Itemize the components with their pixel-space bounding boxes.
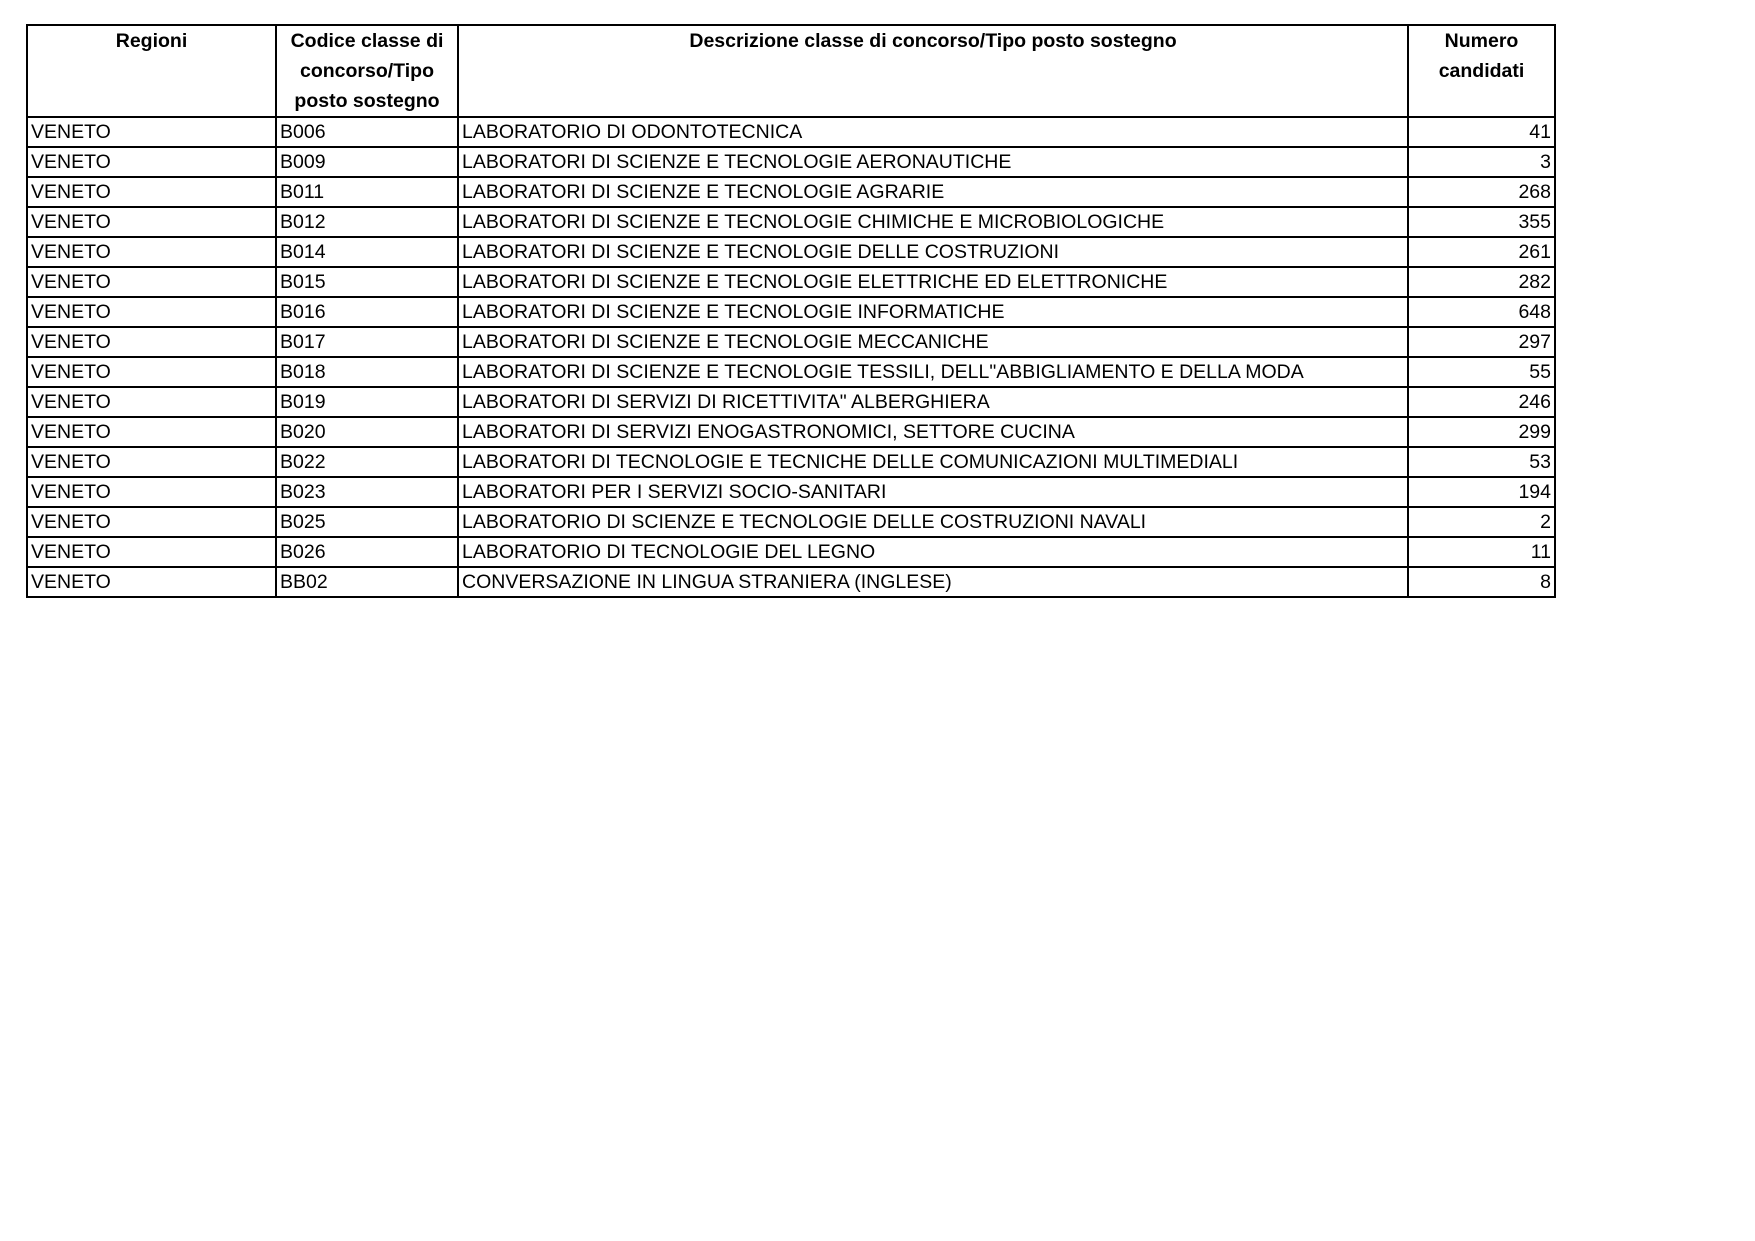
cell-descrizione: LABORATORI PER I SERVIZI SOCIO-SANITARI (458, 477, 1408, 507)
header-numero-candidati: Numero candidati (1408, 25, 1555, 117)
table-row (27, 537, 1555, 567)
cell-codice: B017 (276, 327, 458, 357)
cell-numero: 8 (1408, 567, 1555, 597)
cell-codice: B026 (276, 537, 458, 567)
table-row (27, 177, 1555, 207)
cell-codice: B018 (276, 357, 458, 387)
cell-codice: B022 (276, 447, 458, 477)
table-row (27, 507, 1555, 537)
table-header (27, 25, 1555, 117)
cell-codice: B011 (276, 177, 458, 207)
cell-regione: VENETO (27, 477, 276, 507)
cell-descrizione: LABORATORI DI SCIENZE E TECNOLOGIE DELLE COSTRUZIONI (458, 237, 1408, 267)
table-row (27, 357, 1555, 387)
cell-regione: VENETO (27, 237, 276, 267)
table-row (27, 327, 1555, 357)
cell-codice: B016 (276, 297, 458, 327)
cell-regione: VENETO (27, 417, 276, 447)
cell-regione: VENETO (27, 387, 276, 417)
table-row (27, 447, 1555, 477)
cell-codice: B023 (276, 477, 458, 507)
cell-regione: VENETO (27, 117, 276, 147)
cell-numero: 53 (1408, 447, 1555, 477)
cell-descrizione: LABORATORI DI SCIENZE E TECNOLOGIE INFORMATICHE (458, 297, 1408, 327)
cell-regione: VENETO (27, 267, 276, 297)
table-body (27, 117, 1555, 597)
cell-numero: 299 (1408, 417, 1555, 447)
cell-codice: B012 (276, 207, 458, 237)
cell-descrizione: LABORATORI DI SERVIZI ENOGASTRONOMICI, SETTORE CUCINA (458, 417, 1408, 447)
cell-numero: 3 (1408, 147, 1555, 177)
cell-descrizione: LABORATORI DI SCIENZE E TECNOLOGIE MECCANICHE (458, 327, 1408, 357)
cell-regione: VENETO (27, 177, 276, 207)
cell-codice: B009 (276, 147, 458, 177)
header-regioni: Regioni (27, 25, 276, 117)
candidates-table (26, 24, 1556, 598)
cell-codice: B015 (276, 267, 458, 297)
table-row (27, 267, 1555, 297)
header-row (27, 25, 1555, 117)
cell-numero: 268 (1408, 177, 1555, 207)
table-row (27, 567, 1555, 597)
cell-descrizione: LABORATORI DI SCIENZE E TECNOLOGIE AERONAUTICHE (458, 147, 1408, 177)
cell-codice: B014 (276, 237, 458, 267)
cell-regione: VENETO (27, 357, 276, 387)
cell-descrizione: LABORATORI DI TECNOLOGIE E TECNICHE DELLE COMUNICAZIONI MULTIMEDIALI (458, 447, 1408, 477)
cell-codice: B020 (276, 417, 458, 447)
cell-regione: VENETO (27, 327, 276, 357)
table-row (27, 477, 1555, 507)
cell-codice: B019 (276, 387, 458, 417)
header-codice-classe: Codice classe di concorso/Tipo posto sostegno (276, 25, 458, 117)
header-descrizione-classe: Descrizione classe di concorso/Tipo posto sostegno (458, 25, 1408, 117)
table-row (27, 297, 1555, 327)
cell-regione: VENETO (27, 537, 276, 567)
cell-codice: B025 (276, 507, 458, 537)
cell-regione: VENETO (27, 147, 276, 177)
cell-numero: 261 (1408, 237, 1555, 267)
cell-descrizione: LABORATORI DI SCIENZE E TECNOLOGIE ELETTRICHE ED ELETTRONICHE (458, 267, 1408, 297)
cell-descrizione: LABORATORIO DI SCIENZE E TECNOLOGIE DELLE COSTRUZIONI NAVALI (458, 507, 1408, 537)
cell-numero: 355 (1408, 207, 1555, 237)
cell-descrizione: LABORATORI DI SCIENZE E TECNOLOGIE AGRARIE (458, 177, 1408, 207)
cell-numero: 246 (1408, 387, 1555, 417)
cell-regione: VENETO (27, 297, 276, 327)
cell-numero: 41 (1408, 117, 1555, 147)
cell-descrizione: LABORATORI DI SERVIZI DI RICETTIVITA" ALBERGHIERA (458, 387, 1408, 417)
cell-numero: 282 (1408, 267, 1555, 297)
table-row (27, 387, 1555, 417)
cell-codice: BB02 (276, 567, 458, 597)
cell-descrizione: CONVERSAZIONE IN LINGUA STRANIERA (INGLESE) (458, 567, 1408, 597)
cell-regione: VENETO (27, 507, 276, 537)
cell-codice: B006 (276, 117, 458, 147)
table-row (27, 147, 1555, 177)
cell-regione: VENETO (27, 447, 276, 477)
cell-descrizione: LABORATORIO DI TECNOLOGIE DEL LEGNO (458, 537, 1408, 567)
cell-descrizione: LABORATORIO DI ODONTOTECNICA (458, 117, 1408, 147)
table-row (27, 237, 1555, 267)
cell-descrizione: LABORATORI DI SCIENZE E TECNOLOGIE CHIMICHE E MICROBIOLOGICHE (458, 207, 1408, 237)
table-row (27, 417, 1555, 447)
cell-regione: VENETO (27, 207, 276, 237)
cell-numero: 194 (1408, 477, 1555, 507)
cell-numero: 11 (1408, 537, 1555, 567)
cell-numero: 648 (1408, 297, 1555, 327)
table-row (27, 117, 1555, 147)
cell-numero: 2 (1408, 507, 1555, 537)
cell-descrizione: LABORATORI DI SCIENZE E TECNOLOGIE TESSILI, DELL"ABBIGLIAMENTO E DELLA MODA (458, 357, 1408, 387)
cell-numero: 297 (1408, 327, 1555, 357)
table-row (27, 207, 1555, 237)
cell-numero: 55 (1408, 357, 1555, 387)
cell-regione: VENETO (27, 567, 276, 597)
